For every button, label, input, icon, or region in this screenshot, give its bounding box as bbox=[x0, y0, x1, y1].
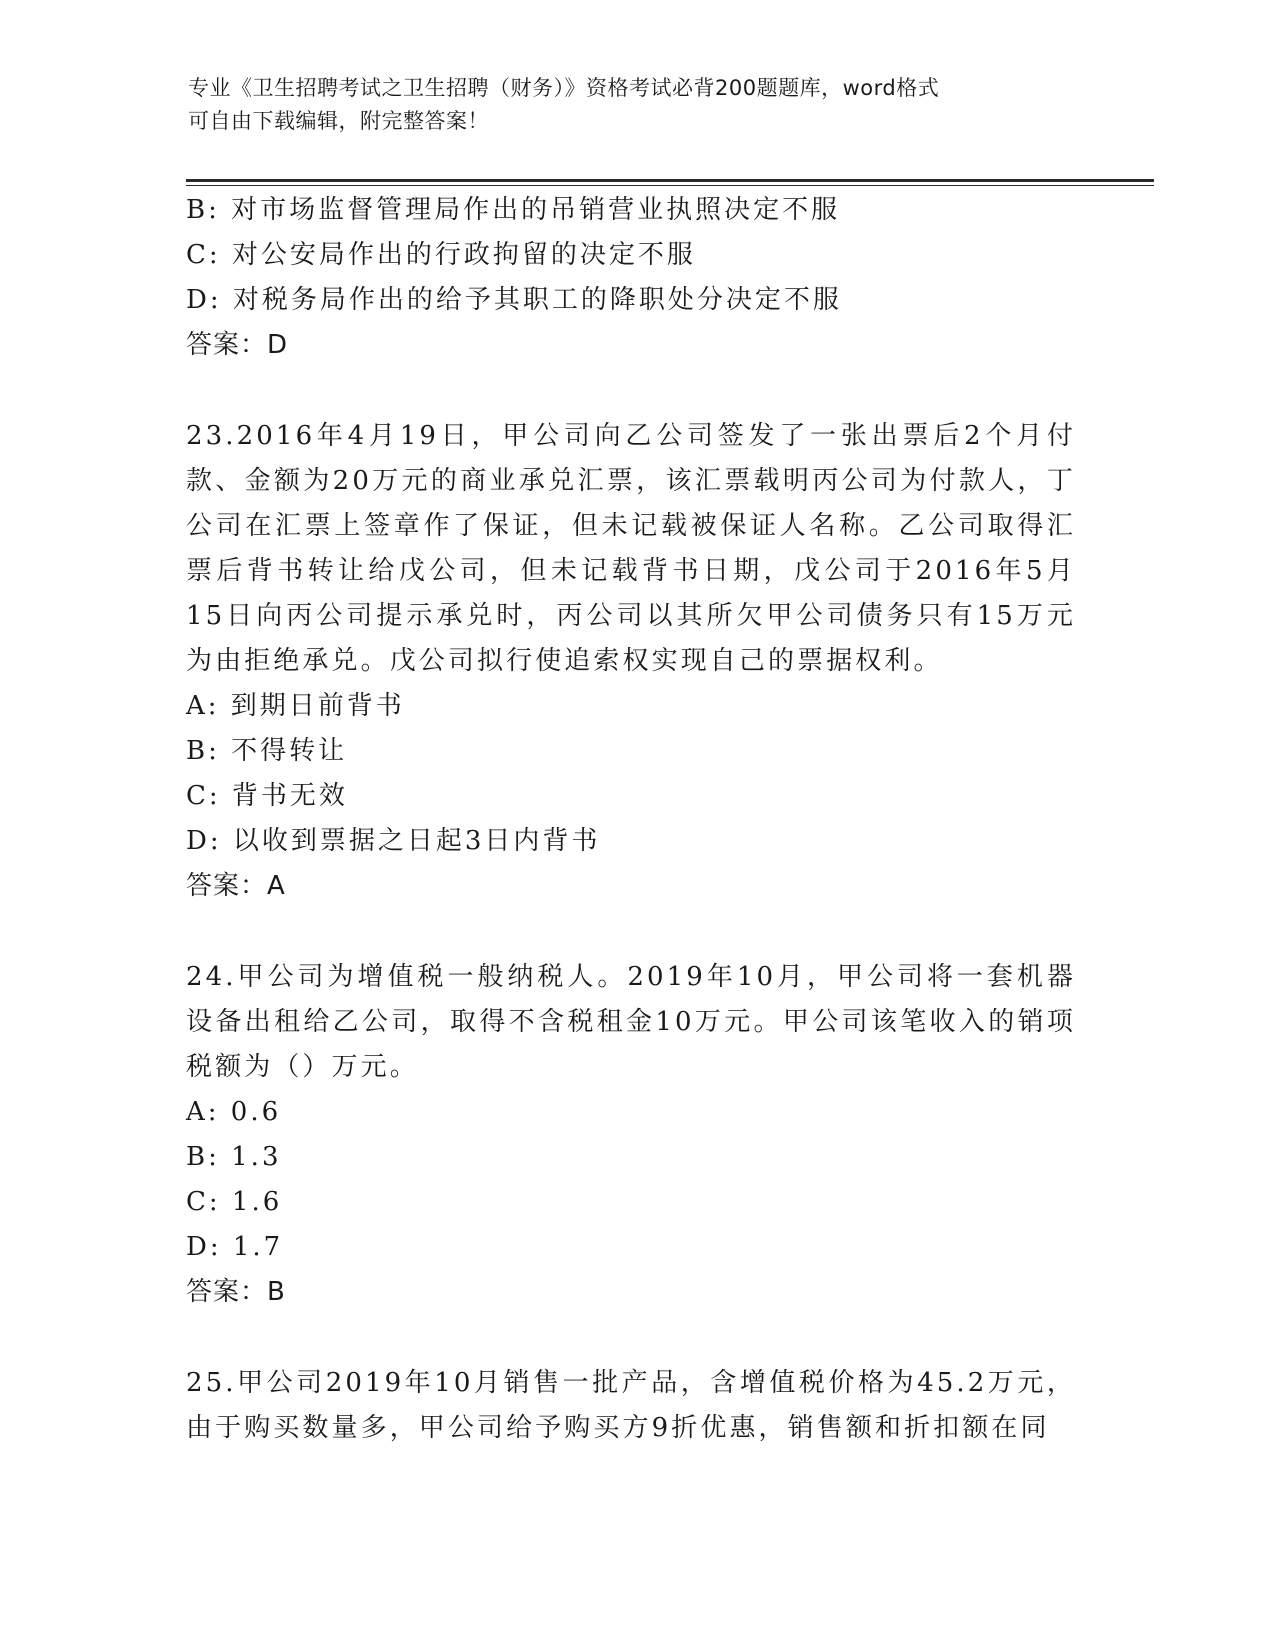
header-line-1: 专业《卫生招聘考试之卫生招聘（财务）》资格考试必背200题题库，word格式 bbox=[188, 76, 940, 100]
document-body bbox=[186, 188, 1076, 1451]
option-b: B: 1.3 bbox=[186, 1142, 282, 1172]
spacer bbox=[186, 909, 1076, 955]
answer-label: 答案：D bbox=[186, 330, 289, 360]
option-c: C: 背书无效 bbox=[186, 781, 348, 811]
question-stem: 25.甲公司2019年10月销售一批产品，含增值税价格为45.2万元，由于购买数量多，甲公司给予购买方9折优惠，销售额和折扣额在同 bbox=[186, 1368, 1076, 1443]
question-22 bbox=[186, 188, 1076, 368]
option-c: C: 对公安局作出的行政拘留的决定不服 bbox=[186, 240, 696, 270]
header-divider-thin bbox=[186, 185, 1154, 186]
question-24 bbox=[186, 955, 1076, 1315]
option-a: A: 到期日前背书 bbox=[186, 691, 405, 721]
spacer bbox=[186, 368, 1076, 414]
option-c: C: 1.6 bbox=[186, 1187, 283, 1217]
spacer bbox=[186, 1315, 1076, 1361]
option-d: D: 1.7 bbox=[186, 1232, 284, 1262]
option-b: B: 对市场监督管理局作出的吊销营业执照决定不服 bbox=[186, 195, 841, 225]
question-stem: 24.甲公司为增值税一般纳税人。2019年10月，甲公司将一套机器设备出租给乙公司，取得不含税租金10万元。甲公司该笔收入的销项税额为（）万元。 bbox=[186, 962, 1076, 1082]
answer-label: 答案：A bbox=[186, 871, 286, 901]
answer-label: 答案：B bbox=[186, 1277, 286, 1307]
document-header bbox=[188, 72, 1068, 138]
option-d: D: 以收到票据之日起3日内背书 bbox=[186, 826, 601, 856]
question-23 bbox=[186, 414, 1076, 909]
option-d: D: 对税务局作出的给予其职工的降职处分决定不服 bbox=[186, 285, 842, 315]
question-stem: 23.2016年4月19日，甲公司向乙公司签发了一张出票后2个月付款、金额为20万元的商业承兑汇票，该汇票载明丙公司为付款人，丁公司在汇票上签章作了保证，但未记载被保证人名称。乙公司取得汇票后背书转让给戊公司，但未记载背书日期，戊公司于2016年5月15日向丙公司提示承兑时，丙公司以其所欠甲公司债务只有15万元为由拒绝承兑。戊公司拟行使追索权实现自己的票据权利。 bbox=[186, 421, 1076, 676]
question-25 bbox=[186, 1361, 1076, 1451]
header-line-2: 可自由下载编辑，附完整答案！ bbox=[188, 109, 489, 133]
option-a: A: 0.6 bbox=[186, 1097, 282, 1127]
header-divider-thick bbox=[186, 179, 1154, 182]
option-b: B: 不得转让 bbox=[186, 736, 348, 766]
